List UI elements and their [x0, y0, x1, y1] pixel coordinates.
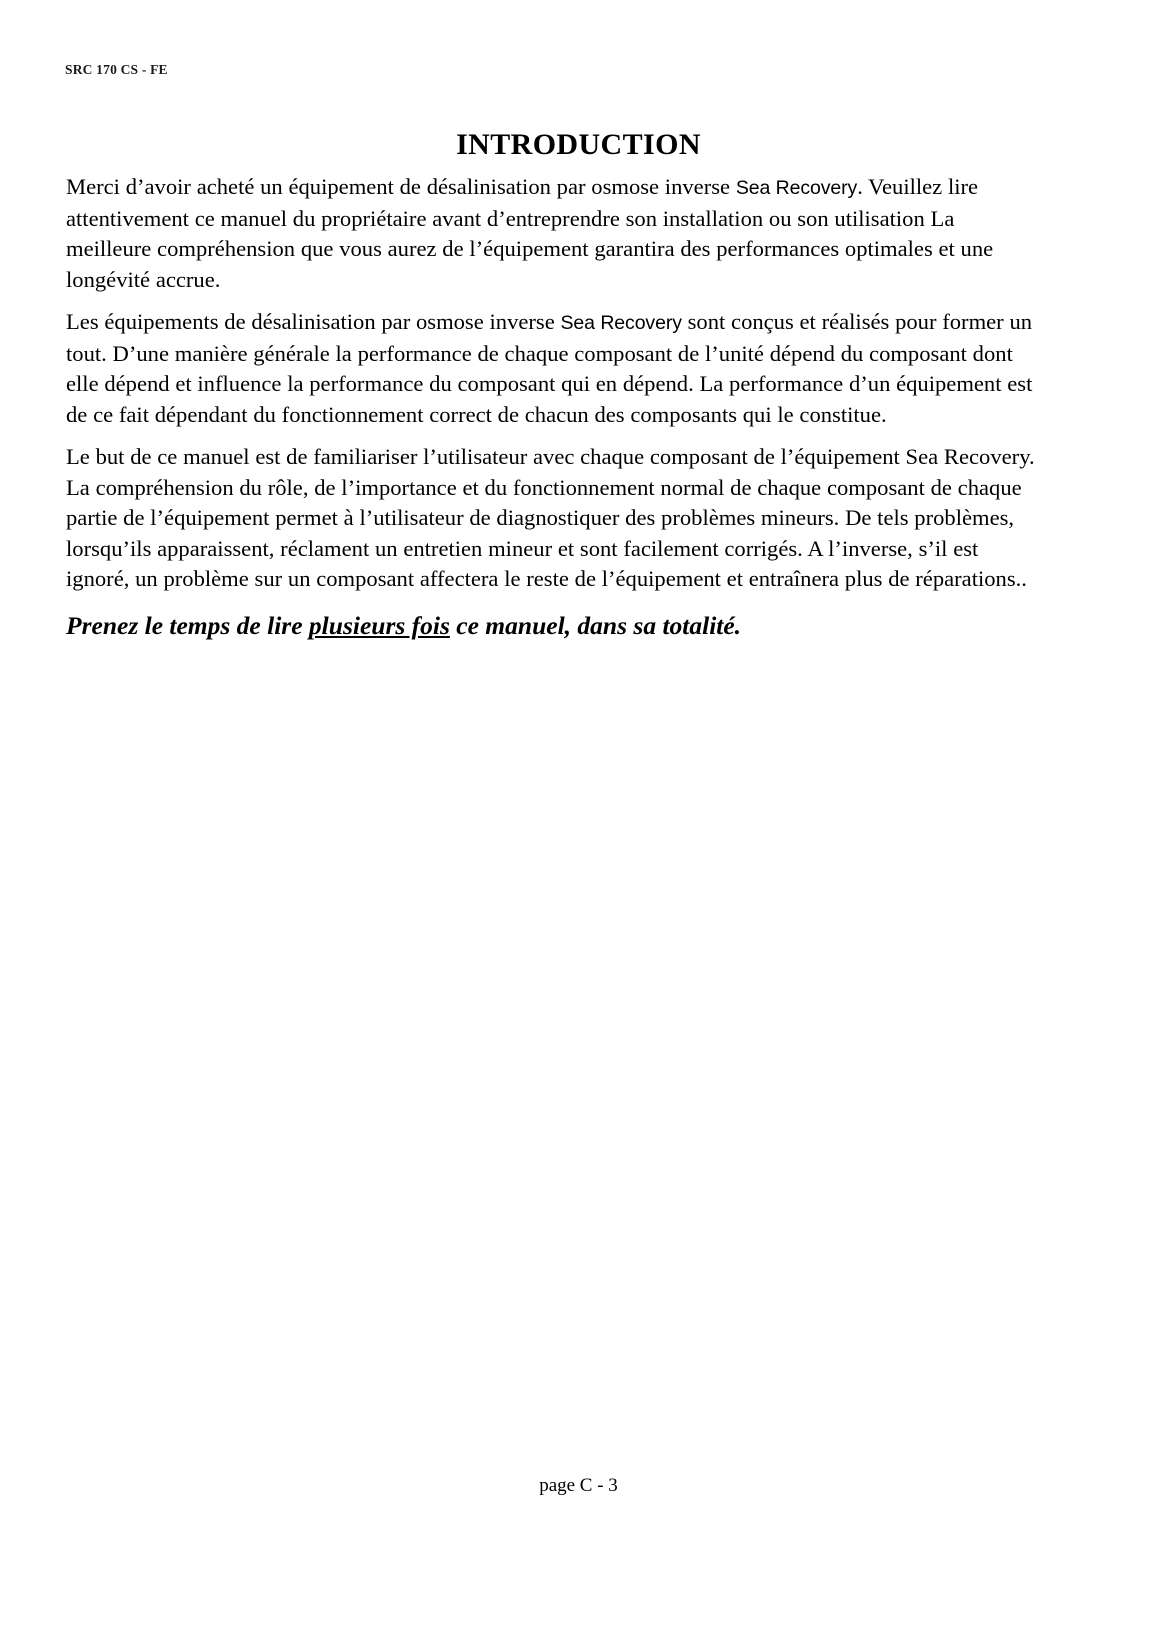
paragraph-2-text-before-brand: Les équipements de désalinisation par osmose inverse [66, 309, 561, 334]
callout-emphasis-line [66, 609, 1044, 643]
brand-name-sea-recovery: Sea Recovery [735, 177, 858, 199]
running-header: SRC 170 CS - FE [65, 62, 168, 77]
callout-text-after-underline: ce manuel, dans sa totalité. [449, 610, 742, 640]
brand-name-sea-recovery: Sea Recovery [905, 444, 1030, 469]
brand-name-sea-recovery: Sea Recovery [560, 312, 682, 334]
body-column [66, 172, 1044, 643]
paragraph-3 [66, 442, 1044, 595]
page-footer: page C - 3 [539, 1475, 618, 1496]
paragraph-1 [66, 172, 1044, 295]
paragraph-1-text-before-brand: Merci d’avoir acheté un équipement de désalinisation par osmose inverse [66, 174, 736, 199]
paragraph-3-text-after-brand: . La compréhension du rôle, de l’importance et du fonctionnement normal de chaque composant de chaque partie de l’équipement permet à l’utilisateur de diagnostiquer des problèmes mineurs. De tels problèmes, lorsqu’ils apparaissent, réclament un entretien mineur et sont facilement corrigés. A l’inverse, s’il est ignoré, un problème sur un composant affectera le reste de l’équipement et entraînera plus de réparations.. [66, 444, 1035, 591]
callout-underlined-text: plusieurs fois [308, 610, 450, 640]
paragraph-2-text-after-brand: sont conçus et réalisés pour former un tout. D’une manière générale la performance de chaque composant de l’unité dépend du composant dont elle dépend et influence la performance du composant qui en dépend. La performance d’un équipement est de ce fait dépendant du fonctionnement correct de chacun des composants qui le constitue. [66, 309, 1033, 427]
paragraph-3-text-before-brand: Le but de ce manuel est de familiariser l’utilisateur avec chaque composant de l’équipement [66, 444, 906, 469]
callout-text-before-underline: Prenez le temps de lire [66, 610, 309, 640]
paragraph-1-text-after-brand: . Veuillez lire attentivement ce manuel du propriétaire avant d’entreprendre son installation ou son utilisation La meilleure compréhension que vous aurez de l’équipement garantira des performances optimales et une longévité accrue. [66, 174, 994, 292]
paragraph-2 [66, 307, 1044, 430]
page-title: INTRODUCTION [456, 128, 701, 162]
